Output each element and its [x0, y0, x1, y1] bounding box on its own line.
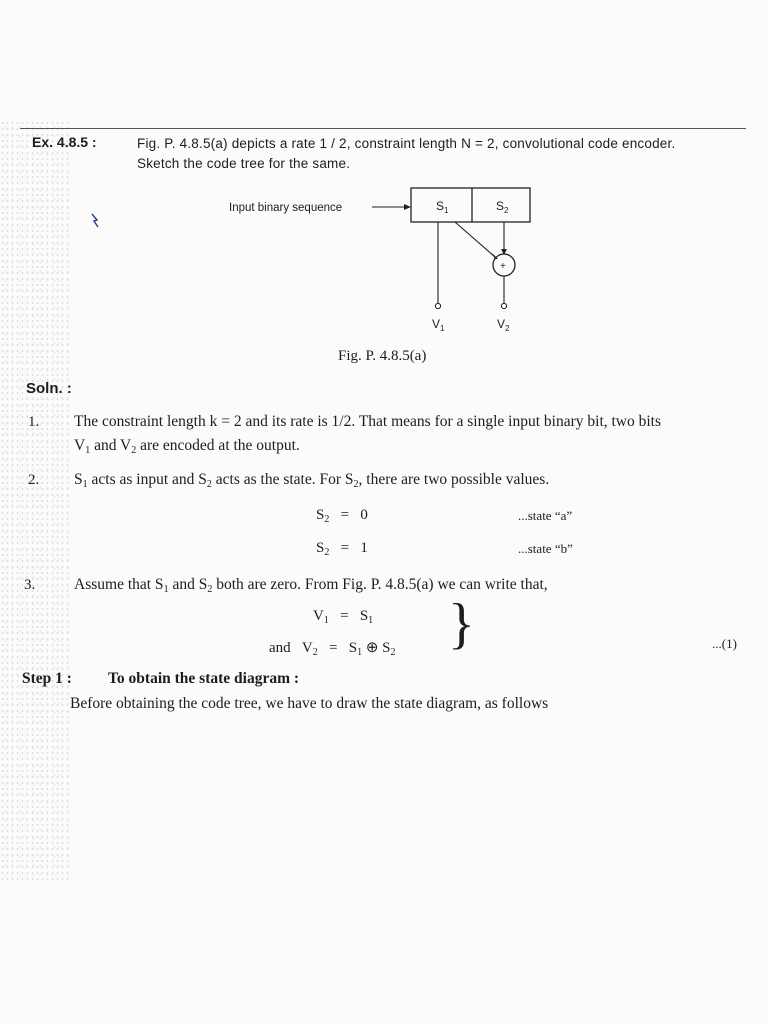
register-s1-label: $S_1$ — [436, 199, 449, 215]
step-text: Before obtaining the code tree, we have to draw the state diagram, as follows — [70, 695, 549, 712]
state-b-equation: $S_2$ = 1 — [316, 540, 368, 558]
point-3-number: 3. — [24, 577, 36, 593]
equation-v2: and $V_2$ = $S_1$ ⊕ $S_2$ — [269, 640, 396, 658]
output-v1-label: $V_1$ — [432, 317, 445, 333]
encoder-figure — [0, 0, 768, 400]
output-v2-label: $V_2$ — [497, 317, 510, 333]
step-label: Step 1 : — [22, 670, 72, 687]
ink-mark — [92, 214, 98, 227]
register-s2-label: $S_2$ — [496, 199, 509, 215]
step-title: To obtain the state diagram : — [108, 670, 300, 687]
point-1-line-2: $V_1$ and $V_2$ are encoded at the output. — [74, 437, 300, 456]
input-arrow-head — [404, 204, 411, 210]
equation-v1: $V_1$ = $S_1$ — [313, 608, 374, 626]
shift-register — [411, 188, 530, 222]
exercise-text-line-2: Sketch the code tree for the same. — [137, 156, 351, 171]
s1-to-adder-line — [455, 222, 495, 257]
point-1-line-1: The constraint length k = 2 and its rate is 1/2. That means for a single input binary bit, two bits — [74, 413, 662, 430]
adder-plus-symbol: + — [500, 261, 506, 272]
v2-terminal — [501, 303, 506, 308]
input-sequence-label: Input binary sequence — [229, 202, 343, 214]
v1-terminal — [435, 303, 440, 308]
point-3-text: Assume that $S_1$ and $S_2$ both are zero. From Fig. P. 4.8.5(a) we can write that, — [74, 576, 548, 595]
exercise-label: Ex. 4.8.5 : — [32, 134, 97, 150]
state-a-label: ...state “a” — [518, 508, 573, 523]
point-2-text: $S_1$ acts as input and $S_2$ acts as the state. For $S_2$, there are two possible values. — [74, 471, 550, 490]
equation-tag: ...(1) — [712, 636, 737, 651]
state-b-label: ...state “b” — [518, 541, 573, 556]
equation-brace: } — [448, 593, 475, 655]
figure-caption: Fig. P. 4.8.5(a) — [338, 348, 427, 364]
solution-heading: Soln. : — [26, 380, 72, 397]
exercise-text-line-1: Fig. P. 4.8.5(a) depicts a rate 1 / 2, constraint length N = 2, convolutional code encoder. — [137, 136, 676, 151]
point-1-number: 1. — [28, 414, 40, 430]
state-a-equation: $S_2$ = 0 — [316, 507, 368, 525]
point-2-number: 2. — [28, 472, 40, 488]
